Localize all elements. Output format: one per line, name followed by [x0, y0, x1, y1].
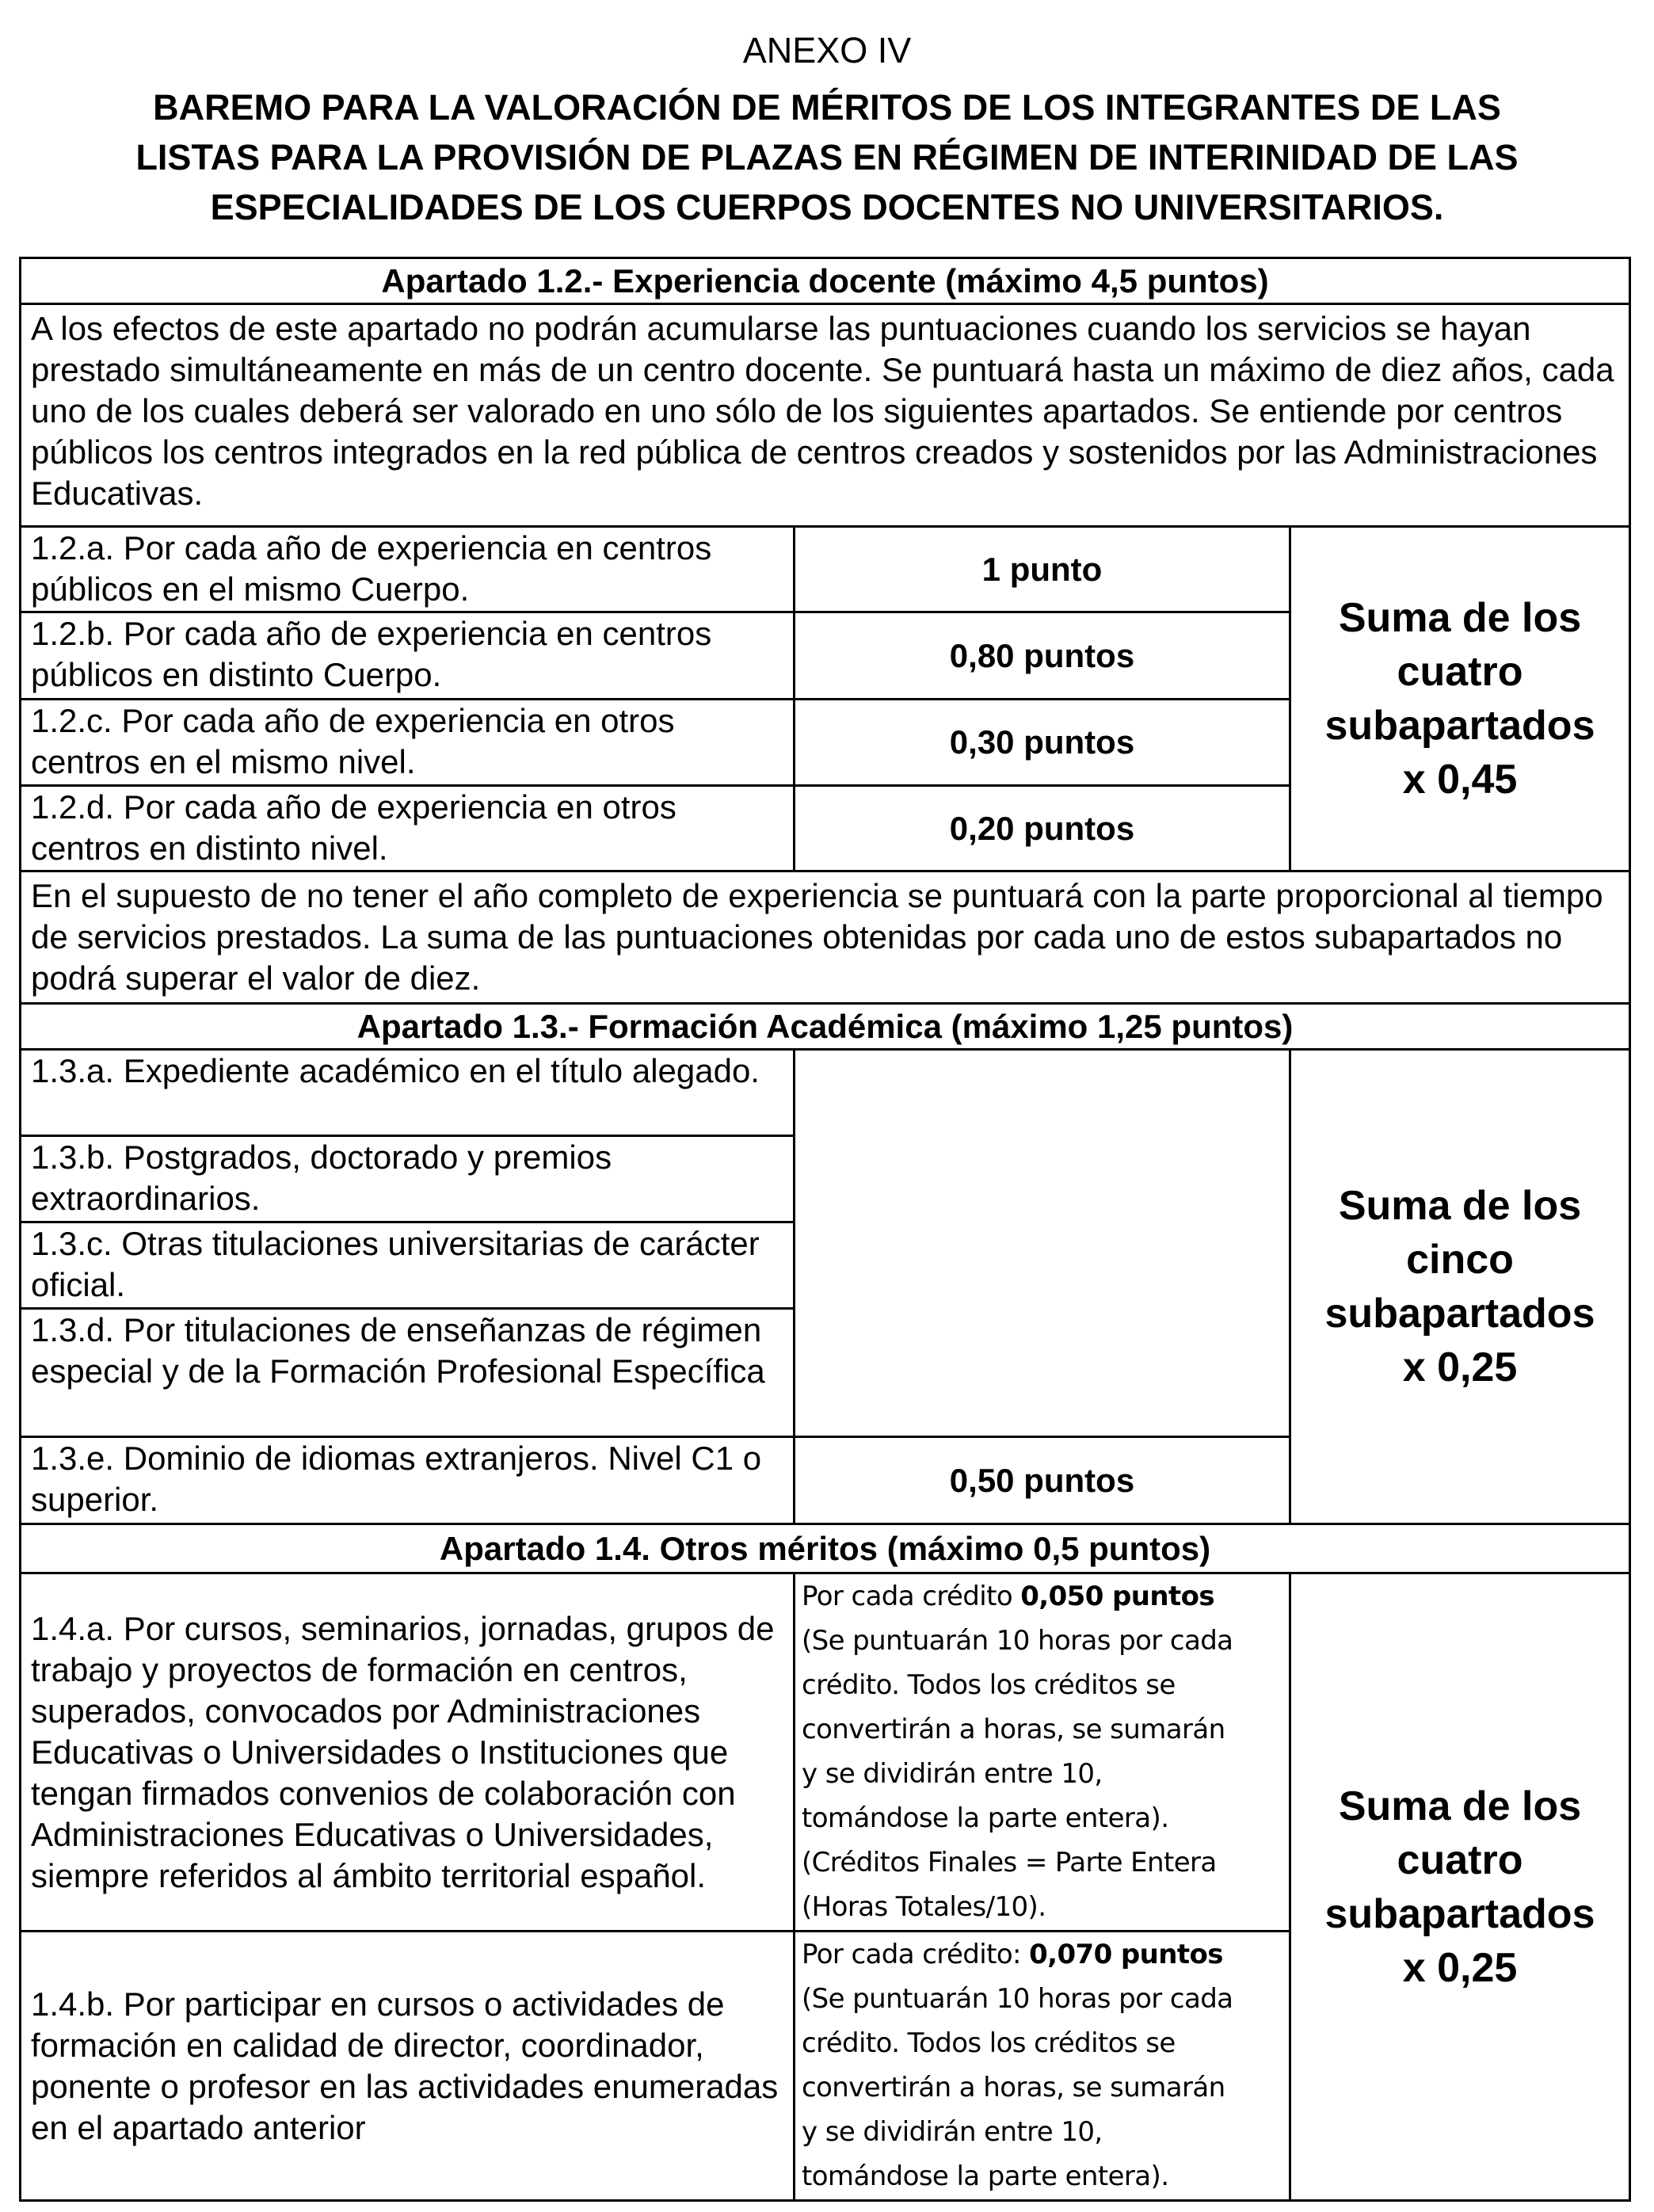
- sum-formula-1-2: [1290, 527, 1630, 871]
- sum-formula-1-4: [1290, 1573, 1630, 2201]
- points-value: 0,050 puntos: [1020, 1581, 1215, 1612]
- criterion-1-2-d: 1.2.d. Por cada año de experiencia en otros centros en distinto nivel.: [21, 786, 795, 871]
- points-1-4-b: [795, 1932, 1290, 2201]
- points-line: (Se puntuarán 10 horas por cada: [802, 1983, 1233, 2015]
- criterion-1-2-c: 1.2.c. Por cada año de experiencia en otros centros en el mismo nivel.: [21, 700, 795, 786]
- sum-formula-1-3: [1290, 1050, 1630, 1524]
- title-line: ESPECIALIDADES DE LOS CUERPOS DOCENTES NO UNIVERSITARIOS.: [210, 187, 1444, 227]
- criterion-1-3-c: 1.3.c. Otras titulaciones universitarias de carácter oficial.: [21, 1222, 795, 1309]
- sum-line: cuatro: [1397, 649, 1523, 695]
- section-note-row: [21, 871, 1630, 1004]
- points-line: convertirán a horas, se sumarán: [802, 1714, 1225, 1745]
- section-intro-row: [21, 304, 1630, 527]
- criterion-1-4-a: 1.4.a. Por cursos, seminarios, jornadas, grupos de trabajo y proyectos de formación en centros, superados, convocados por Administraciones Educativas o Universidades o Instituciones que tengan firmados convenios de colaboración con Administraciones Educativas o Universidades, siempre referidos al ámbito territorial español.: [21, 1573, 795, 1932]
- section-heading-1-2: Apartado 1.2.- Experiencia docente (máximo 4,5 puntos): [21, 258, 1630, 304]
- criterion-1-4-b: 1.4.b. Por participar en cursos o actividades de formación en calidad de director, coordinador, ponente o profesor en las actividades enumeradas en el apartado anterior: [21, 1932, 795, 2201]
- points-line: y se dividirán entre 10,: [802, 2116, 1103, 2148]
- document-title: [48, 82, 1606, 232]
- points-prefix: Por cada crédito: [802, 1581, 1021, 1612]
- points-1-3-e: 0,50 puntos: [795, 1437, 1290, 1524]
- sum-line: subapartados: [1324, 703, 1595, 749]
- points-1-4-a: [795, 1573, 1290, 1932]
- points-line: y se dividirán entre 10,: [802, 1758, 1103, 1790]
- sum-line: cinco: [1406, 1237, 1514, 1283]
- sum-line: Suma de los: [1338, 1783, 1582, 1829]
- table-row: [21, 527, 1630, 612]
- points-line: (Créditos Finales = Parte Entera: [802, 1847, 1217, 1878]
- sum-line: subapartados: [1324, 1291, 1595, 1337]
- sum-line: x 0,25: [1402, 1344, 1518, 1390]
- points-line: (Se puntuarán 10 horas por cada: [802, 1625, 1233, 1657]
- criterion-1-3-e: 1.3.e. Dominio de idiomas extranjeros. Nivel C1 o superior.: [21, 1437, 795, 1524]
- criterion-1-3-d: 1.3.d. Por titulaciones de enseñanzas de régimen especial y de la Formación Profesional Específica: [21, 1309, 795, 1437]
- sum-line: cuatro: [1397, 1836, 1523, 1883]
- baremo-table: [19, 257, 1631, 2202]
- criterion-1-2-a: 1.2.a. Por cada año de experiencia en centros públicos en el mismo Cuerpo.: [21, 527, 795, 612]
- title-line: BAREMO PARA LA VALORACIÓN DE MÉRITOS DE LOS INTEGRANTES DE LAS: [153, 87, 1501, 128]
- points-1-3-empty: [795, 1050, 1290, 1437]
- section-heading-1-3: Apartado 1.3.- Formación Académica (máximo 1,25 puntos): [21, 1004, 1630, 1050]
- points-line: crédito. Todos los créditos se: [802, 1669, 1176, 1701]
- sum-line: Suma de los: [1338, 595, 1582, 641]
- table-row: [21, 1050, 1630, 1136]
- sum-line: Suma de los: [1338, 1183, 1582, 1229]
- criterion-1-3-b: 1.3.b. Postgrados, doctorado y premios extraordinarios.: [21, 1136, 795, 1222]
- points-prefix: Por cada crédito:: [802, 1939, 1030, 1970]
- section-header-row: [21, 1004, 1630, 1050]
- sum-line: x 0,45: [1402, 757, 1518, 803]
- sum-line: subapartados: [1324, 1890, 1595, 1937]
- points-line: convertirán a horas, se sumarán: [802, 2072, 1225, 2103]
- section-intro-1-2: A los efectos de este apartado no podrán acumularse las puntuaciones cuando los servicios se hayan prestado simultáneamente en más de un centro docente. Se puntuará hasta un máximo de diez años, cada uno de los cuales deberá ser valorado en uno sólo de los siguientes apartados. Se entiende por centros públicos los centros integrados en la red pública de centros creados y sostenidos por las Administraciones Educativas.: [21, 304, 1630, 527]
- criterion-1-2-b: 1.2.b. Por cada año de experiencia en centros públicos en distinto Cuerpo.: [21, 612, 795, 700]
- title-line: LISTAS PARA LA PROVISIÓN DE PLAZAS EN RÉGIMEN DE INTERINIDAD DE LAS: [135, 137, 1519, 177]
- points-line: tomándose la parte entera).: [802, 2161, 1169, 2192]
- points-line: (Horas Totales/10).: [802, 1891, 1046, 1923]
- points-line: crédito. Todos los créditos se: [802, 2027, 1176, 2059]
- section-heading-1-4: Apartado 1.4. Otros méritos (máximo 0,5 puntos): [21, 1524, 1630, 1573]
- criterion-1-3-a: 1.3.a. Expediente académico en el título alegado.: [21, 1050, 795, 1136]
- table-row: [21, 1573, 1630, 1932]
- sum-line: x 0,25: [1402, 1944, 1518, 1991]
- points-value: 0,070 puntos: [1029, 1939, 1223, 1970]
- annex-label: ANEXO IV: [742, 30, 912, 71]
- points-1-2-a: 1 punto: [795, 527, 1290, 612]
- points-headline: [802, 1574, 1282, 1619]
- points-1-2-d: 0,20 puntos: [795, 786, 1290, 871]
- section-header-row: [21, 1524, 1630, 1573]
- section-note-1-2: En el supuesto de no tener el año completo de experiencia se puntuará con la parte proporcional al tiempo de servicios prestados. La suma de las puntuaciones obtenidas por cada uno de estos subapartados no podrá superar el valor de diez.: [21, 871, 1630, 1004]
- points-line: tomándose la parte entera).: [802, 1802, 1169, 1834]
- points-1-2-c: 0,30 puntos: [795, 700, 1290, 786]
- section-header-row: [21, 258, 1630, 304]
- points-1-2-b: 0,80 puntos: [795, 612, 1290, 700]
- points-headline: [802, 1932, 1282, 1977]
